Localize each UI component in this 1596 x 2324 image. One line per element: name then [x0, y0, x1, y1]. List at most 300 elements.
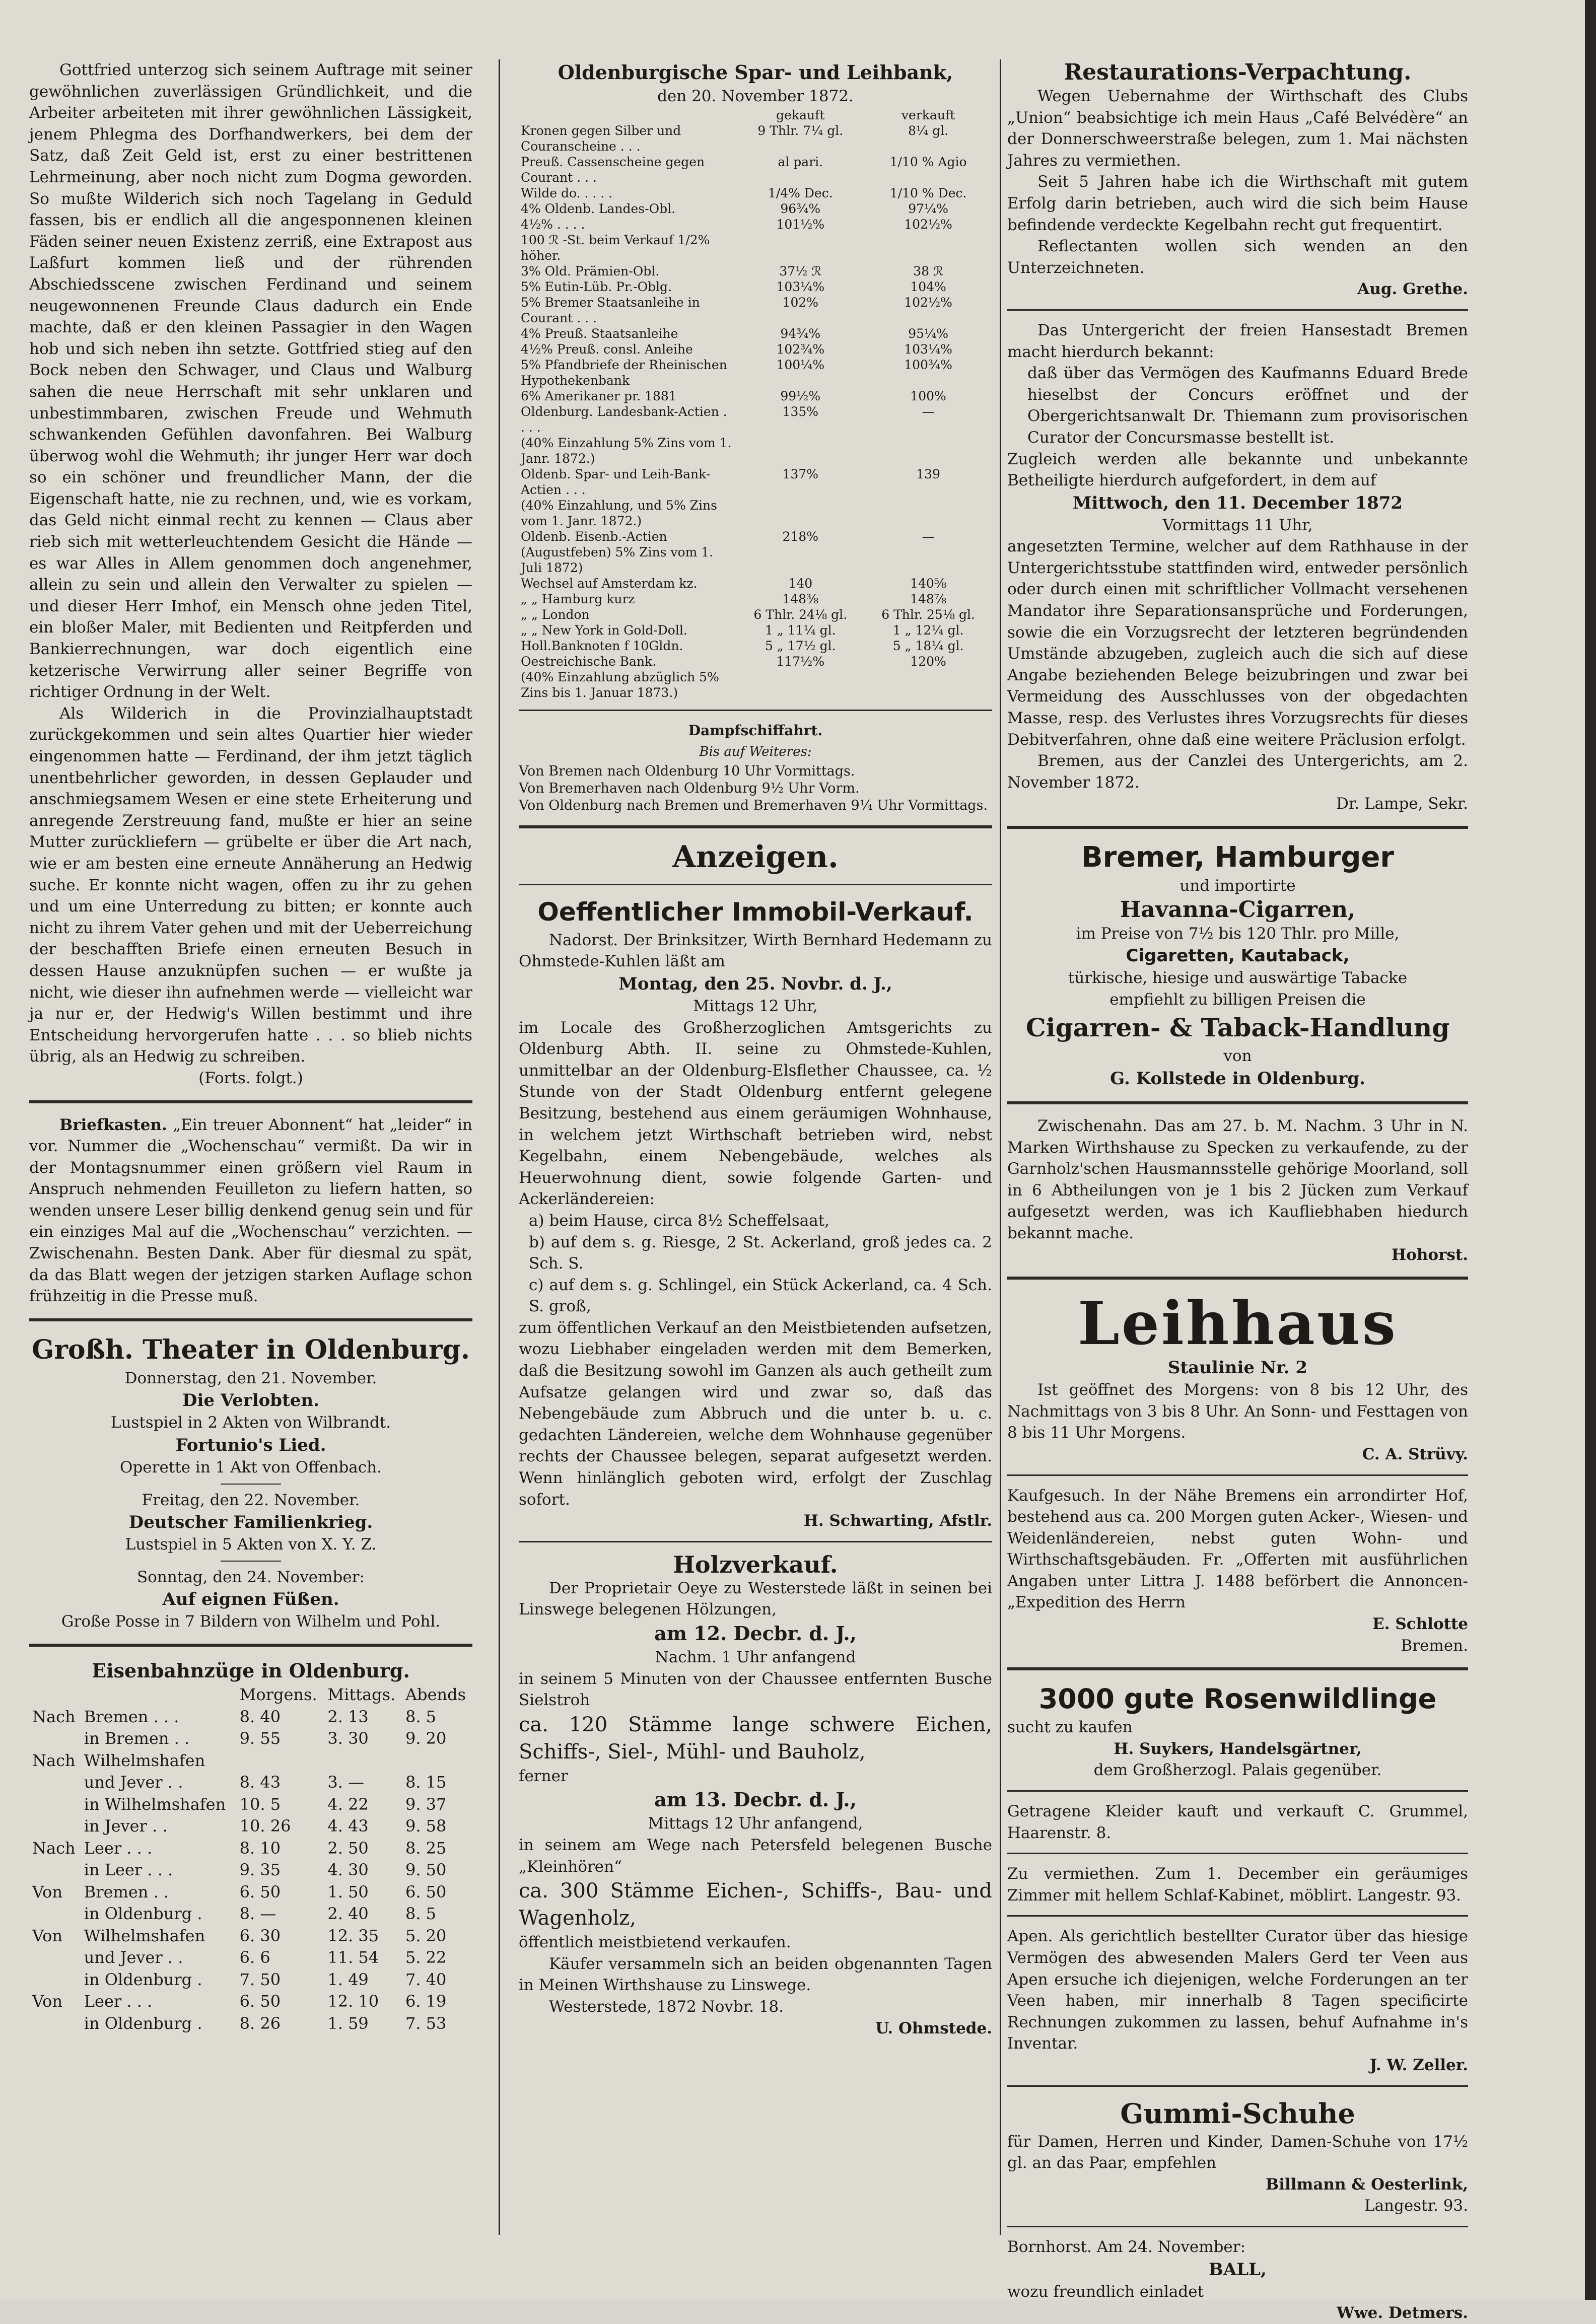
immobil-time: Mittags 12 Uhr, — [693, 997, 818, 1015]
col-header: Abends — [405, 1685, 466, 1704]
table-cell — [29, 1772, 81, 1794]
theater-title: Fortunio's Lied. — [175, 1435, 326, 1456]
leihhaus-heading: Leihhaus — [1077, 1288, 1398, 1359]
cigar-sub: und importirte — [1179, 877, 1296, 895]
table-cell: 137% — [782, 466, 819, 481]
table-cell: 135% — [782, 404, 819, 419]
col-header: Mittags. — [327, 1685, 396, 1704]
table-cell — [324, 1750, 402, 1772]
zwischenahn-signature: Hohorst. — [1391, 1245, 1468, 1264]
table-row — [519, 388, 992, 404]
gericht-text: Das Untergericht der freien Hansestadt Bremen macht hierdurch bekannt: — [1007, 321, 1468, 361]
table-cell: 7. 50 — [239, 1969, 281, 1989]
scan-edge — [1585, 0, 1596, 2300]
table-cell: 8. 26 — [239, 2013, 281, 2033]
table-cell: Bremen . . — [84, 1882, 169, 1902]
theater-date: Sonntag, den 24. November: — [137, 1568, 365, 1586]
ball-text: wozu freundlich einladet — [1007, 2282, 1204, 2301]
table-cell: 6 Thlr. 24⅛ gl. — [753, 607, 848, 622]
rosen-name: H. Suykers, Handelsgärtner, — [1114, 1739, 1362, 1758]
table-cell: 148⅜ — [782, 591, 819, 606]
table-row — [29, 1881, 472, 1904]
theater-desc: Lustspiel in 2 Akten von Wilbrandt. — [110, 1414, 391, 1432]
immobil-heading: Oeffentlicher Immobil-Verkauf. — [537, 897, 974, 927]
dampf-sub: Bis auf Weiteres: — [699, 744, 812, 760]
restauration-text: Wegen Uebernahme der Wirthschaft des Clubs „Union“ beabsichtige ich mein Haus „Café Belvédère“ an der Donnerschweerstraße belegen, zum 1. Mai nächsten Jahres zu vermiethen. — [1007, 87, 1468, 170]
table-cell: 37½ ℛ — [779, 263, 822, 278]
table-row — [29, 1947, 472, 1969]
table-cell: 10. 5 — [239, 1794, 281, 1814]
table-cell: in Wilhelmshafen — [84, 1794, 226, 1814]
table-cell: Wechsel auf Amsterdam kz. — [521, 576, 698, 591]
divider — [1007, 1915, 1468, 1917]
holz-lot: ca. 120 Stämme lange schwere Eichen, Schiffs-, Siel-, Mühl- und Bauholz, — [519, 1713, 992, 1764]
immobil-text: im Locale des Großherzoglichen Amtsgerichts zu Oldenburg Abth. II. seine zu Ohmstede-Kuhlen, unmittelbar an der Oldenburg-Elsflether Chaussee, ca. ½ Stunde von der Stadt Oldenburg entfernt gelegene Besitzung, bestehend aus einem geräumigen Wohnhause, in welchem jetzt Wirthschaft betrieben wird, nebst Kegelbahn, einem Nebengebäude, welches als Heuerwohnung dient, sowie folgende Garten- und Ackerländereien: — [519, 1018, 992, 1209]
table-row — [29, 1969, 472, 1991]
cigar-von: von — [1223, 1047, 1252, 1066]
table-cell: 8. 43 — [239, 1773, 281, 1792]
theater-title: Die Verlobten. — [182, 1390, 319, 1411]
theater-date: Donnerstag, den 21. November. — [124, 1369, 377, 1387]
table-cell: 8. 40 — [239, 1707, 281, 1726]
restauration-text: Reflectanten wollen sich wenden an den Unterzeichneten. — [1007, 237, 1468, 277]
table-row — [29, 1859, 472, 1881]
table-cell — [864, 669, 992, 700]
table-cell: 1. 49 — [327, 1969, 369, 1989]
kaufgesuch-text: Kaufgesuch. In der Nähe Bremens ein arrondirter Hof, bestehend aus ca. 200 Morgen guten Acker-, Wiesen- und Weidenländereien, nebst guten Wohn- und Wirthschaftsgebäuden. Fr. „Offerten mit ausführlichen Angaben unter Littra J. 1488 beförbert die Annoncen-„Expedition des Herrn — [1007, 1486, 1468, 1612]
table-cell — [736, 435, 864, 466]
table-row — [29, 1794, 472, 1816]
table-cell: 6% Amerikaner pr. 1881 — [521, 388, 677, 403]
rail-timetable — [29, 1684, 472, 2034]
table-row — [519, 357, 992, 388]
table-cell: al pari. — [778, 154, 823, 169]
cigar-line: im Preise von 7½ bis 120 Thlr. pro Mille, — [1076, 924, 1400, 943]
table-cell: 7. 53 — [405, 2013, 447, 2033]
column-right — [1007, 59, 1468, 2324]
holz-intro: Der Proprietair Oeye zu Westerstede läßt in seinen bei Linswege belegenen Hölzungen, — [519, 1579, 992, 1619]
table-cell: 1/10 % Agio — [889, 154, 967, 169]
briefkasten-text: „Ein treuer Abonnent“ hat „leider“ in vor. Nummer die „Wochenschau“ vermißt. Da wir in der Montagsnummer einen größern viel Raum in Anspruch nehmenden Feuilleton zu liefern hatten, so wenden unsere Leser billig denkend genug sein und für ein einziges Mal auf die „Wochenschau“ verzichten. — Zwischenahn. Besten Dank. Aber für diesmal zu spät, da das Blatt wegen der jetzigen starken Auflage schon frühzeitig in die Presse muß. — [29, 1115, 472, 1306]
table-cell: 5% Bremer Staatsanleihe in Courant . . . — [521, 295, 700, 325]
theater-desc: Operette in 1 Akt von Offenbach. — [120, 1458, 382, 1477]
rosen-heading: 3000 gute Rosenwildlinge — [1038, 1683, 1437, 1715]
table-header-row — [519, 107, 992, 123]
table-cell: Oestreichische Bank. — [521, 654, 657, 669]
ball-text: Bornhorst. Am 24. November: — [1007, 2237, 1246, 2256]
table-cell: 6. 50 — [239, 1882, 281, 1902]
immobil-item: a) beim Hause, circa 8½ Scheffelsaat, — [529, 1211, 830, 1230]
table-cell: 8. — — [239, 1904, 276, 1923]
holz-text: Käufer versammeln sich an beiden obgenannten Tagen in Meinen Wirthshause zu Linswege. — [519, 1954, 992, 1995]
gericht-time: Vormittags 11 Uhr, — [1162, 516, 1313, 534]
table-cell — [237, 1750, 325, 1772]
table-cell: 102½% — [904, 295, 952, 310]
immobil-date: Montag, den 25. Novbr. d. J., — [618, 973, 892, 994]
table-cell: 100¾% — [904, 357, 952, 372]
theater-program — [29, 1368, 472, 1633]
table-row — [519, 123, 992, 154]
table-cell: 5% Pfandbriefe der Rheinischen Hypothekenbank — [521, 357, 727, 388]
table-cell: in Jever . . — [84, 1816, 168, 1836]
column-divider — [499, 59, 500, 2235]
table-row — [29, 1838, 472, 1860]
table-row — [519, 279, 992, 295]
immobil-text: zum öffentlichen Verkauf an den Meistbietenden aufsetzen, wozu Liebhaber eingeladen werden mit dem Bemerken, daß die Besitzung sowohl im Ganzen als auch getheilt zum Aufsatze gelangen wird und zwar so, daß das Nebengebäude zum Abbruch und die unter b. u. c. gedachten Ländereien, welche dem Wohnhause gegenüber rechts der Chaussee belegen, separat aufgesetzt werden. Wenn hinlänglich geboten wird, erfolgt der Zuschlag sofort. — [519, 1318, 992, 1509]
table-row — [29, 1903, 472, 1925]
table-cell: 4. 30 — [327, 1860, 369, 1879]
table-cell: 3. 30 — [327, 1729, 369, 1748]
table-cell — [864, 232, 992, 263]
table-cell — [864, 498, 992, 529]
divider — [221, 1484, 281, 1485]
cigar-handlung: Cigarren- & Taback-Handlung — [1025, 1013, 1450, 1043]
table-cell: 4. 43 — [327, 1816, 369, 1836]
immobil-signature: H. Schwarting, Afstlr. — [803, 1512, 992, 1530]
table-row — [519, 529, 992, 576]
rosen-text: sucht zu kaufen — [1007, 1718, 1133, 1737]
holz-time: Nachm. 1 Uhr anfangend — [655, 1648, 856, 1666]
table-cell: 7. 40 — [405, 1969, 447, 1989]
table-cell: 5 „ 17½ gl. — [765, 638, 836, 653]
table-cell: (40% Einzahlung, und 5% Zins vom 1. Janr. 1872.) — [521, 498, 717, 528]
table-cell: 12. 10 — [327, 1992, 379, 2011]
table-cell: 6. 6 — [239, 1948, 270, 1967]
table-cell: (40% Einzahlung abzüglich 5% Zins bis 1. Januar 1873.) — [521, 669, 719, 700]
ball-heading: BALL, — [1209, 2259, 1267, 2280]
table-row — [519, 185, 992, 201]
table-cell: 1/10 % Dec. — [889, 185, 967, 200]
table-cell: Leer . . . — [84, 1838, 153, 1858]
rosen-text: dem Großherzogl. Palais gegenüber. — [1093, 1761, 1382, 1780]
table-cell: Preuß. Cassenscheine gegen Courant . . . — [521, 154, 705, 185]
story-continued: (Forts. folgt.) — [198, 1069, 303, 1087]
table-cell: 4% Oldenb. Landes-Obl. — [521, 201, 676, 216]
table-cell: Holl.Banknoten f 10Gldn. — [521, 638, 683, 653]
table-cell: 8. 5 — [405, 1707, 437, 1726]
table-cell: 8. 15 — [405, 1773, 447, 1792]
table-row — [29, 2013, 472, 2035]
table-cell: 96¾% — [780, 201, 821, 216]
cigar-line: Cigaretten, Kautaback, — [1126, 946, 1350, 966]
holz-lot: ca. 300 Stämme Eichen-, Schiffs-, Bau- und Wagenholz, — [519, 1879, 992, 1930]
dampf-line: Von Oldenburg nach Bremen und Bremerhaven 9¼ Uhr Vormittags. — [519, 797, 988, 813]
divider — [1007, 1277, 1468, 1280]
dampf-heading: Dampfschiffahrt. — [688, 722, 823, 739]
gummi-address: Langestr. 93. — [1364, 2197, 1468, 2215]
bank-heading: Oldenburgische Spar- und Leihbank, — [558, 61, 953, 84]
divider — [519, 884, 992, 885]
table-cell: 9. 37 — [405, 1794, 447, 1814]
holz-date: am 12. Decbr. d. J., — [654, 1622, 857, 1645]
table-cell: 5. 20 — [405, 1926, 447, 1945]
table-cell — [29, 1859, 81, 1881]
table-cell: 4½% Preuß. consl. Anleihe — [521, 341, 693, 357]
ball-signature: Wwe. Detmers. — [1337, 2304, 1468, 2322]
table-cell: 102½% — [904, 217, 952, 232]
cigar-line: empfiehlt zu billigen Preisen die — [1109, 990, 1366, 1009]
gummi-heading: Gummi-Schuhe — [1120, 2097, 1355, 2130]
table-cell: 5% Eutin-Lüb. Pr.-Oblg. — [521, 279, 672, 294]
table-cell: 6. 30 — [239, 1926, 281, 1945]
table-cell: Wilde do. . . . . — [521, 185, 613, 200]
kaufgesuch-city: Bremen. — [1401, 1636, 1468, 1655]
table-cell: 218% — [782, 529, 819, 544]
table-cell: Von — [32, 1926, 63, 1945]
restauration-heading: Restaurations-Verpachtung. — [1064, 59, 1412, 85]
divider — [519, 710, 992, 711]
table-cell: 103¼% — [904, 341, 952, 357]
table-cell: und Jever . . — [84, 1948, 183, 1967]
holz-text: in seinem am Wege nach Petersfeld belegenen Busche „Kleinhören“ — [519, 1836, 992, 1876]
table-cell: 1 „ 12¼ gl. — [892, 622, 964, 638]
table-row — [519, 498, 992, 529]
holz-text: ferner — [519, 1767, 568, 1785]
table-cell — [29, 2013, 81, 2035]
table-cell: 1. 59 — [327, 2013, 369, 2033]
table-cell: 9. 58 — [405, 1816, 447, 1836]
immobil-item: b) auf dem s. g. Riesge, 2 St. Ackerland, groß jedes ca. 2 Sch. S. — [529, 1233, 992, 1273]
theater-title: Deutscher Familienkrieg. — [128, 1512, 373, 1533]
holz-date: am 13. Decbr. d. J., — [654, 1788, 857, 1811]
table-row — [519, 622, 992, 638]
cigar-havana: Havanna-Cigarren, — [1120, 896, 1356, 923]
table-row — [519, 669, 992, 700]
table-cell: 38 ℛ — [913, 263, 943, 278]
table-row — [519, 232, 992, 263]
table-row — [519, 607, 992, 622]
table-cell — [402, 1750, 472, 1772]
zwischenahn-text: Zwischenahn. Das am 27. b. M. Nachm. 3 Uhr in N. Marken Wirthshause zu Specken zu verkaufende, zu der Garnholz'schen Hausmannsstelle gehörige Moorland, soll in 6 Abtheilungen von je 1 bis 2 Jücken zum Verkauf aufgesetzt werden, was ich Kaufliebhaben hiedurch bekannt mache. — [1007, 1116, 1468, 1242]
table-cell: Von — [32, 1882, 63, 1902]
table-cell: 5. 22 — [405, 1948, 447, 1967]
table-cell: Wilhelmshafen — [84, 1926, 205, 1945]
divider — [1007, 1667, 1468, 1670]
holz-place: Westerstede, 1872 Novbr. 18. — [549, 1997, 784, 2016]
rail-heading: Eisenbahnzüge in Oldenburg. — [92, 1659, 410, 1682]
table-cell: 3% Old. Prämien-Obl. — [521, 263, 660, 278]
apen-signature: J. W. Zeller. — [1369, 2056, 1468, 2074]
gericht-date: Mittwoch, den 11. December 1872 — [1072, 492, 1403, 513]
table-row — [519, 154, 992, 185]
table-cell — [29, 1794, 81, 1816]
table-cell: 10. 26 — [239, 1816, 291, 1836]
table-cell: 97¼% — [908, 201, 948, 216]
table-row — [29, 1728, 472, 1750]
table-cell: 9. 55 — [239, 1729, 281, 1748]
gummi-signature: Billmann & Oesterlink, — [1266, 2175, 1468, 2194]
cigar-name: G. Kollstede in Oldenburg. — [1110, 1068, 1365, 1089]
divider — [1007, 2085, 1468, 2087]
table-cell: 100% — [910, 388, 946, 403]
table-cell: in Bremen . . — [84, 1729, 190, 1748]
gericht-signature: Dr. Lampe, Sekr. — [1336, 795, 1468, 813]
table-cell — [29, 1903, 81, 1925]
holz-time: Mittags 12 Uhr anfangend, — [648, 1814, 863, 1833]
table-cell — [29, 1947, 81, 1969]
table-cell: 4. 22 — [327, 1794, 369, 1814]
table-cell: und Jever . . — [84, 1773, 183, 1792]
table-row — [519, 638, 992, 654]
table-cell: 3. — — [327, 1773, 365, 1792]
table-cell: — — [922, 404, 935, 419]
divider — [29, 1318, 472, 1321]
kaufgesuch-signature: E. Schlotte — [1372, 1615, 1468, 1634]
table-row — [519, 341, 992, 357]
table-cell — [736, 669, 864, 700]
anzeigen-heading: Anzeigen. — [672, 839, 839, 875]
divider — [1007, 2226, 1468, 2227]
table-cell: 140 — [788, 576, 813, 591]
bank-rates-table — [519, 107, 992, 700]
table-cell: 8¼ gl. — [908, 123, 949, 138]
table-cell: 101½% — [776, 217, 825, 232]
gericht-text: Bremen, aus der Canzlei des Untergerichts, am 2. November 1872. — [1007, 752, 1468, 792]
table-cell: „ „ London — [521, 607, 590, 622]
gummi-text: für Damen, Herren und Kinder, Damen-Schuhe von 17½ gl. an das Paar, empfehlen — [1007, 2132, 1468, 2172]
table-row — [519, 435, 992, 466]
dampf-line: Von Bremerhaven nach Oldenburg 9½ Uhr Vorm. — [519, 780, 860, 796]
apen-text: Apen. Als gerichtlich bestellter Curator über das hiesige Vermögen des abwesenden Malers Gerd ter Veen aus Apen ersuche ich diejenigen, welche Forderungen an ter Veen haben, mir innerhalb 8 Tagen specificirte Rechnungen zukommen zu lassen, behuf Aufnahme in's Inventar. — [1007, 1927, 1468, 2053]
table-cell: 120% — [910, 654, 946, 669]
table-cell: 95¼% — [908, 326, 948, 341]
table-cell: — — [922, 529, 935, 544]
leihhaus-address: Staulinie Nr. 2 — [1167, 1358, 1308, 1378]
table-cell: (40% Einzahlung 5% Zins vom 1. Janr. 1872.) — [521, 435, 732, 466]
table-cell — [29, 1969, 81, 1991]
restauration-text: Seit 5 Jahren habe ich die Wirthschaft mit gutem Erfolg darin betrieben, auch wird die sich beim Hause befindende verdeckte Kegelbahn recht gut frequentirt. — [1007, 173, 1468, 234]
table-cell: 8. 5 — [405, 1904, 437, 1923]
table-row — [29, 1925, 472, 1947]
column-middle — [519, 59, 992, 2039]
gericht-text: daß über das Vermögen des Kaufmanns Eduard Brede hieselbst der Concurs eröffnet und der Obergerichtsanwalt Dr. Thiemann zum provisorischen Curator der Concursmasse bestellt ist. — [1027, 364, 1468, 447]
table-cell: 9. 35 — [239, 1860, 281, 1879]
table-cell: 94¾% — [780, 326, 821, 341]
holz-signature: U. Ohmstede. — [875, 2019, 992, 2037]
holz-heading: Holzverkauf. — [673, 1551, 838, 1578]
table-cell: 11. 54 — [327, 1948, 379, 1967]
divider — [1007, 309, 1468, 311]
divider — [221, 1561, 281, 1562]
table-cell: 2. 13 — [327, 1707, 369, 1726]
table-cell: 1 „ 11¼ gl. — [765, 622, 836, 638]
table-cell — [29, 1728, 81, 1750]
story-paragraph: Gottfried unterzog sich seinem Auftrage mit seiner gewöhnlichen zuverlässigen Gründlichkeit, und die Arbeiter arbeiteten mit ihrer gewöhnlichen Lässigkeit, jenem Phlegma des Dorfhandwerkers, bei dem der Satz, daß Zeit Geld ist, erst zu einer bestrittenen Lehrmeinung, aber noch nicht zum Dogma geworden. So mußte Wilderich sich noch Tagelang in Geduld fassen, bis er endlich all die angesponnenen kleinen Fäden seiner neuen Existenz zerriß, eine Extrapost aus Laßfurt kommen ließ und der rührenden Abschiedsscene zwischen Ferdinand und seinem neugewonnenen Freunde Claus dadurch ein Ende machte, daß er den kleinen Passagier in den Wagen hob und sich neben ihn setzte. Gottfried stieg auf den Bock neben den Schwager, und Claus und Walburg sahen die neue Herrschaft mit sehr unklaren und unbestimmbaren, zwischen Freude und Wehmuth schwankenden Gefühlen davonfahren. Bei Walburg überwog wohl die Wehmuth; ihr junger Herr war doch so ein schöner und freundlicher Mann, der die Eigenschaft hatte, nie zu rechnen, und, wie es vorkam, das Geld nicht einmal recht zu kennen — Claus aber rieb sich mit wetterleuchtendem Gesicht die Hände — es war Alles in Allem genommen doch angenehmer, allein zu sein und allein den Verwalter zu spielen — und dieser Herr Imhof, ein Mensch ohne jeden Titel, ein bloßer Maler, mit Bedienten und Reitpferden und Bankierrechnungen, war doch eigentlich eine ketzerische Verwirrung aller seiner Begriffe von richtiger Ordnung in der Welt. — [29, 61, 472, 701]
table-cell: 100 ℛ -St. beim Verkauf 1/2% höher. — [521, 232, 710, 263]
table-row — [29, 1772, 472, 1794]
table-cell: Von — [32, 1992, 63, 2011]
table-cell: in Oldenburg . — [84, 2013, 202, 2033]
cigar-heading: Bremer, Hamburger — [1081, 841, 1395, 874]
divider — [519, 825, 992, 828]
table-cell: 9. 20 — [405, 1729, 447, 1748]
table-cell: Kronen gegen Silber und Couranscheine . . . — [521, 123, 681, 154]
divider — [1007, 1474, 1468, 1476]
table-cell: 6. 50 — [405, 1882, 447, 1902]
table-row — [519, 201, 992, 217]
divider — [1007, 1790, 1468, 1792]
table-row — [29, 1750, 472, 1772]
table-cell — [864, 435, 992, 466]
divider — [1007, 826, 1468, 829]
table-cell: 2. 40 — [327, 1904, 369, 1923]
table-cell — [29, 1815, 81, 1838]
table-cell: 103¼% — [776, 279, 825, 294]
holz-text: in seinem 5 Minuten von der Chaussee entfernten Busche Sielstroh — [519, 1669, 992, 1710]
table-row — [519, 295, 992, 326]
table-row — [519, 404, 992, 435]
table-cell: Bremen . . . — [84, 1707, 179, 1726]
table-cell: Wilhelmshafen — [84, 1750, 205, 1770]
theater-date: Freitag, den 22. November. — [142, 1491, 360, 1509]
bank-date: den 20. November 1872. — [657, 87, 854, 105]
table-cell: 1. 50 — [327, 1882, 369, 1902]
table-row — [519, 326, 992, 341]
table-cell: 99½% — [780, 388, 821, 403]
table-cell: „ „ New York in Gold-Doll. — [521, 622, 687, 638]
leihhaus-text: Ist geöffnet des Morgens: von 8 bis 12 Uhr, des Nachmittags von 3 bis 8 Uhr. An Sonn- und Festtagen von 8 bis 11 Uhr Morgens. — [1007, 1381, 1468, 1442]
story-paragraph: Als Wilderich in die Provinzialhauptstadt zurückgekommen und sein altes Quartier hier wieder eingenommen hatte — Ferdinand, der ihm jetzt täglich unentbehrlicher geworden, in dessen Geplauder und anschmiegsamem Wesen er eine stete Erheiterung und anregende Zerstreuung fand, mußte er hier an seine Mutter zurückliefern — grübelte er über die Art nach, wie er am besten eine erneute Annäherung an Hedwig suche. Er konnte nicht wagen, offen zu ihr zu gehen und um eine Unterredung zu bitten; er konnte auch nicht zu ihrem Vater gehen und mit der Ueberreichung der beschafften Briefe einen erneuten Besuch in dessen Hause anzuknüpfen suchen — er wußte ja nicht, wie dieser ihn aufnehmen werde — vielleicht war ja nur er, der Hedwig's Willen bestimmt und ihre Entscheidung hervorgerufen hatte . . . so blieb nichts übrig, als an Hedwig zu schreiben. — [29, 704, 472, 1066]
holz-text: öffentlich meistbietend verkaufen. — [519, 1933, 791, 1952]
table-cell: Leer . . . — [84, 1992, 153, 2011]
table-cell: „ „ Hamburg kurz — [521, 591, 635, 606]
table-cell: 9 Thlr. 7¼ gl. — [757, 123, 844, 138]
divider — [29, 1644, 472, 1647]
theater-heading: Großh. Theater in Oldenburg. — [32, 1334, 470, 1365]
table-cell: Oldenburg. Landesbank-Actien . . . . — [521, 404, 727, 435]
table-cell: 2. 50 — [327, 1838, 369, 1858]
briefkasten — [29, 1114, 472, 1307]
table-header-row — [29, 1684, 472, 1706]
table-cell: 12. 35 — [327, 1926, 379, 1945]
table-cell: 148⅞ — [910, 591, 947, 606]
column-divider — [1000, 59, 1001, 2235]
table-row — [519, 263, 992, 279]
table-row — [29, 1991, 472, 2013]
table-cell: 139 — [916, 466, 940, 481]
table-cell: 4½% . . . . — [521, 217, 585, 232]
immobil-item: c) auf dem s. g. Schlingel, ein Stück Ackerland, ca. 4 Sch. S. groß, — [529, 1276, 992, 1316]
gericht-text: angesetzten Termine, welcher auf dem Rathhause in der Untergerichtsstube stattfinden wird, entweder persönlich oder durch einen mit schriftlicher Vollmacht versehenen Mandator ihre Separationsansprüche und Forderungen, sowie die ein Vorzugsrecht der letzteren begründenden Umstände abzugeben, zugleich auch die sich auf diese Angabe beziehenden Belege beizubringen und zwar bei Vermeidung des Ausschlusses von der obgedachten Masse, resp. des Verlustes ihres Vorzugsrechts für dieses Debitverfahren, ohne daß eine weitere Präclusion erfolgt. — [1007, 537, 1468, 749]
table-cell: 102% — [782, 295, 819, 310]
col-header: verkauft — [901, 107, 955, 122]
col-header: Morgens. — [239, 1685, 317, 1704]
table-cell: 100¼% — [776, 357, 825, 372]
table-cell: 8. 10 — [239, 1838, 281, 1858]
divider — [519, 1541, 992, 1542]
divider — [1007, 1853, 1468, 1854]
table-row — [519, 576, 992, 591]
table-row — [519, 217, 992, 232]
table-cell: 117½% — [776, 654, 825, 669]
table-cell: 1/4% Dec. — [768, 185, 833, 200]
table-cell: 104% — [910, 279, 946, 294]
dampf-line: Von Bremen nach Oldenburg 10 Uhr Vormittags. — [519, 763, 855, 779]
gericht-text: Zugleich werden alle bekannte und unbekannte Betheiligte hierdurch aufgefordert, in dem auf — [1007, 450, 1468, 490]
table-cell — [736, 232, 864, 263]
table-cell: in Oldenburg . — [84, 1904, 202, 1923]
immobil-intro: Nadorst. Der Brinksitzer, Wirth Bernhard Hedemann zu Ohmstede-Kuhlen läßt am — [519, 931, 992, 971]
table-cell: Nach — [32, 1838, 76, 1858]
table-cell: 9. 50 — [405, 1860, 447, 1879]
column-left — [29, 59, 472, 2034]
kleider-text: Getragene Kleider kauft und verkauft C. Grummel, Haarenstr. 8. — [1007, 1802, 1468, 1842]
table-cell: Nach — [32, 1707, 76, 1726]
table-cell: in Oldenburg . — [84, 1969, 202, 1989]
table-cell: Nach — [32, 1750, 76, 1770]
table-cell: Oldenb. Eisenb.-Actien (Augustfeben) 5% Zins vom 1. Juli 1872) — [521, 529, 714, 575]
table-cell: Oldenb. Spar- und Leih-Bank-Actien . . . — [521, 466, 711, 497]
